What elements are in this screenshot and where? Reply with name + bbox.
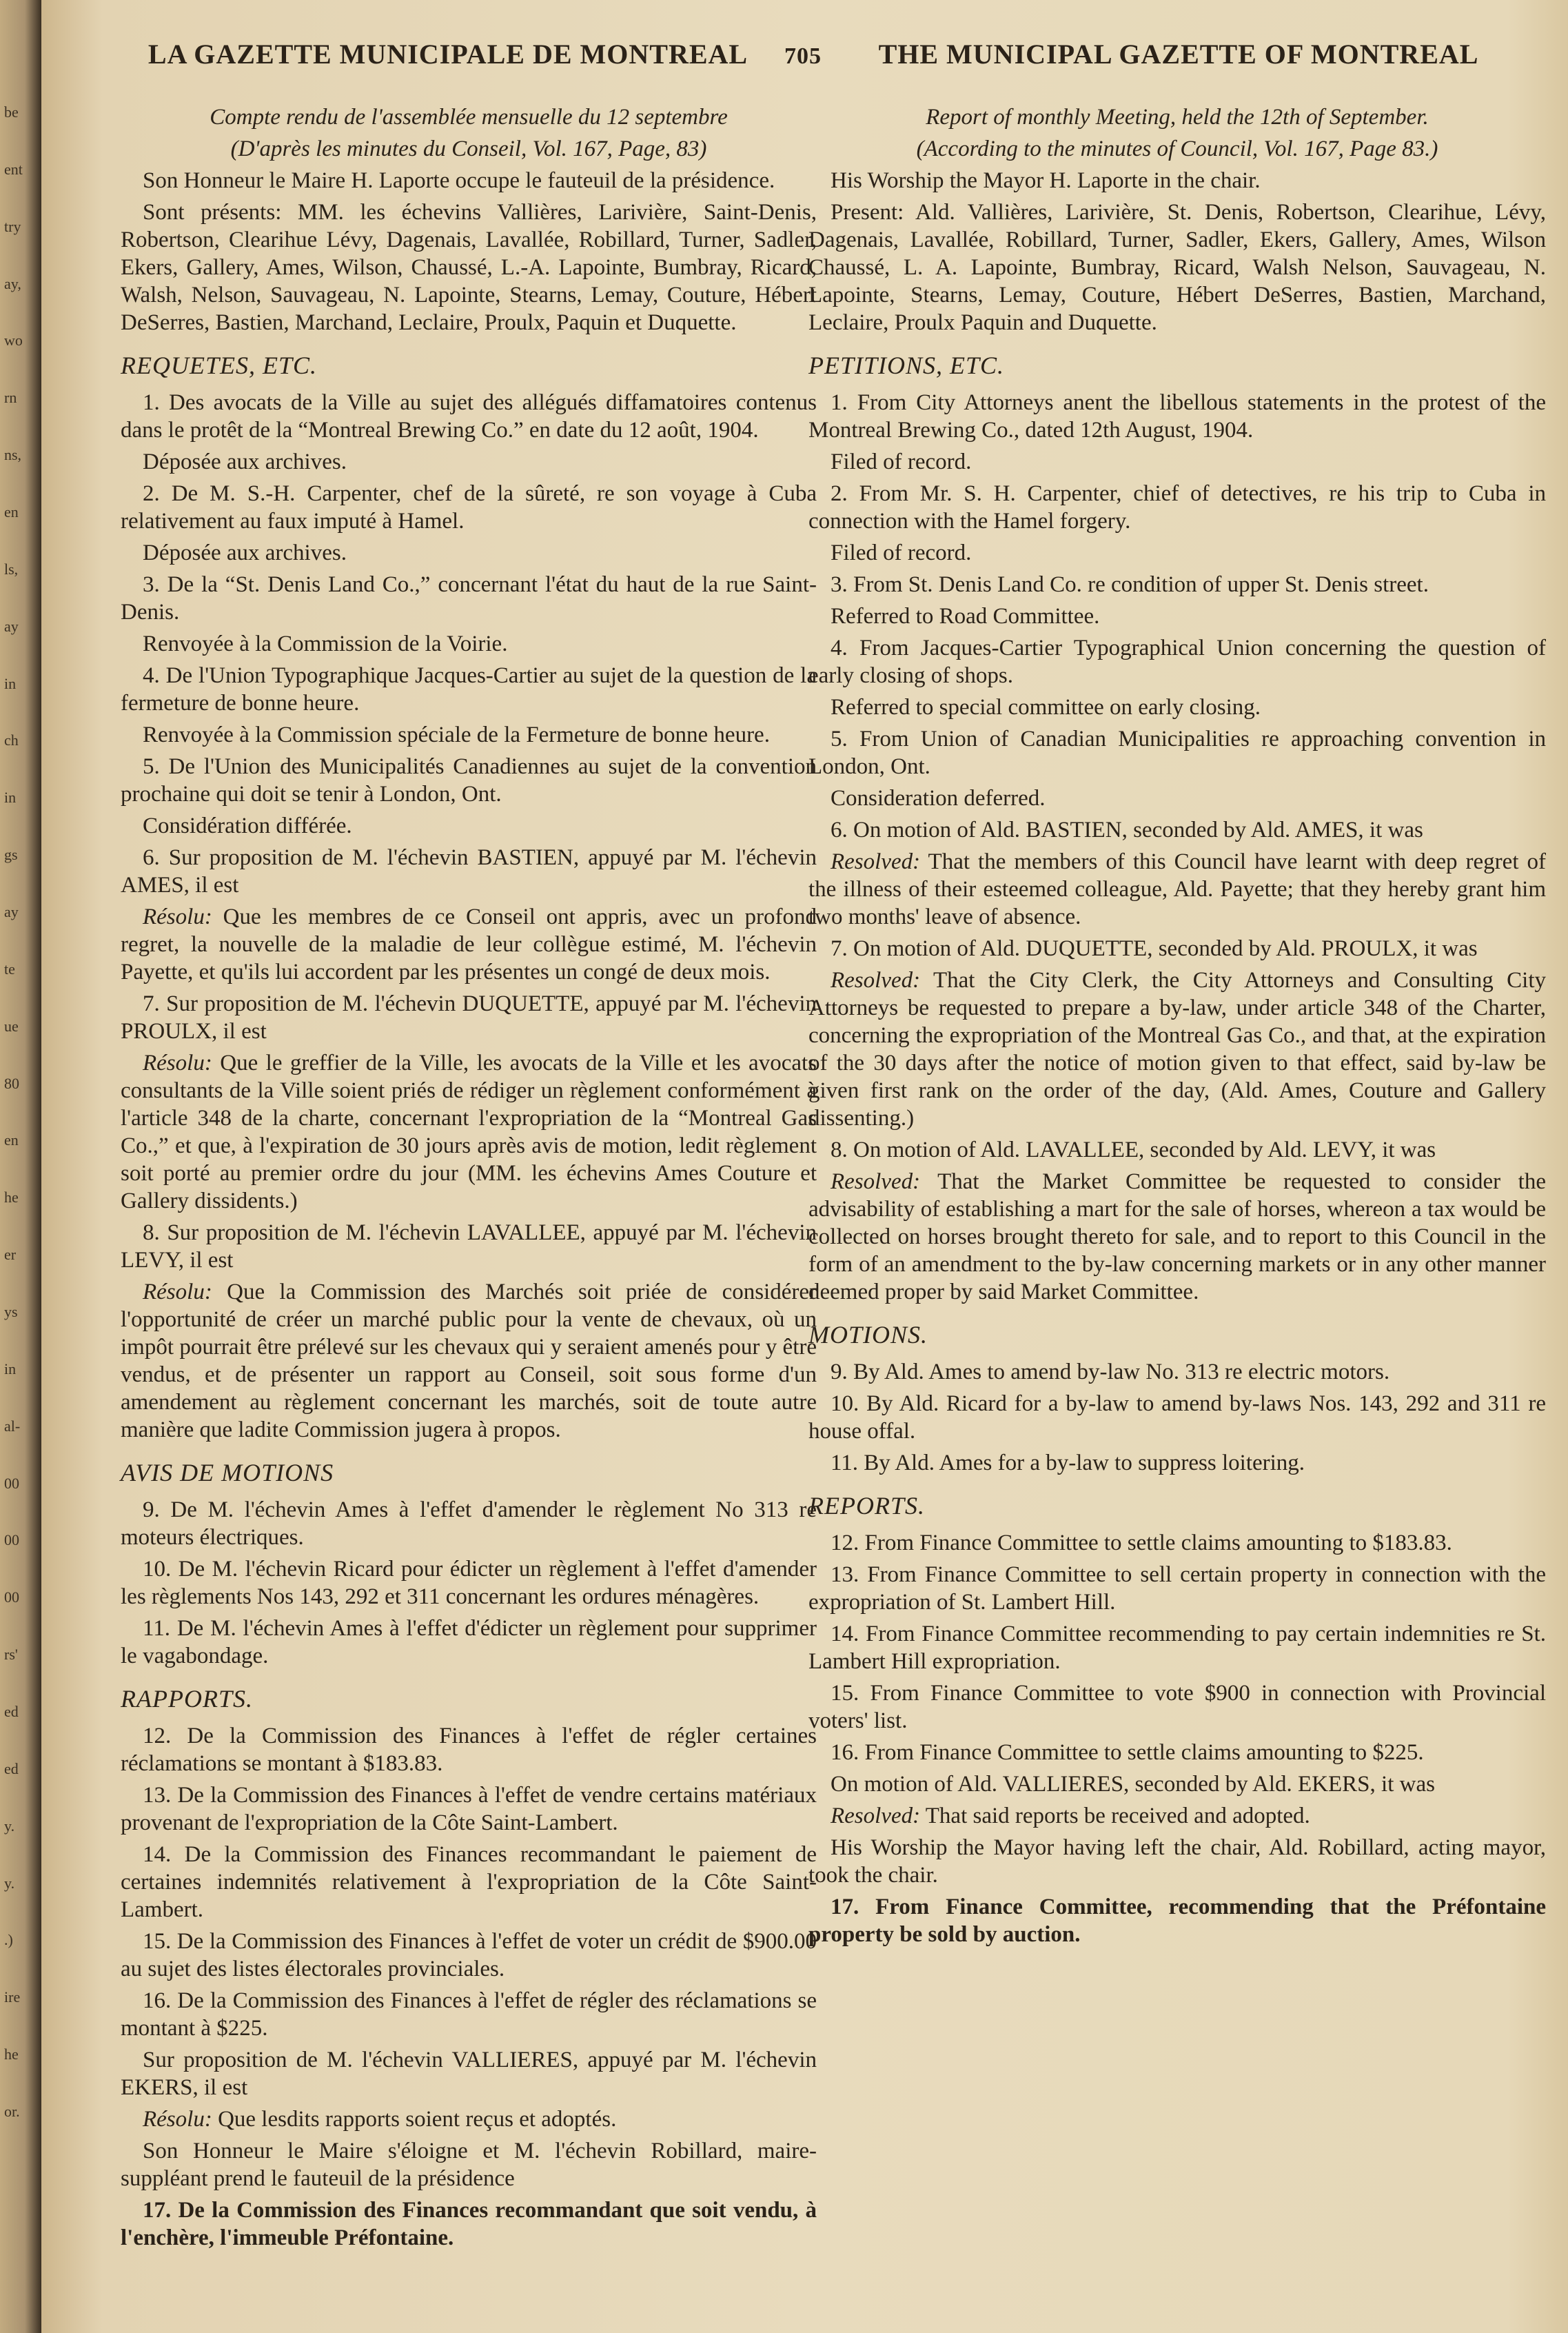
en-item-3-action: Referred to Road Committee.	[831, 604, 1100, 629]
margin-fragment: y.	[4, 1875, 15, 1892]
fr-item-4-action: Renvoyée à la Commission spéciale de la Fermeture de bonne heure.	[143, 723, 770, 747]
fr-item-1-action: Déposée aux archives.	[143, 450, 347, 474]
en-item-6-resolution	[808, 848, 1546, 931]
en-report-14: 14. From Finance Committee recommending to pay certain indemnities re St. Lambert Hill expropriation.	[808, 1622, 1546, 1674]
page-number: 705	[784, 43, 822, 69]
fr-item-1: 1. Des avocats de la Ville au sujet des allégués diffamatoires contenus dans le protêt de la “Montreal Brewing Co.” en date du 12 août, 1904.	[121, 390, 817, 443]
en-subtitle: (According to the minutes of Council, Vol. 167, Page 83.)	[916, 137, 1438, 161]
en-resolved-label: Resolved:	[831, 1804, 921, 1828]
en-present: Present: Ald. Vallières, Larivière, St. Denis, Robertson, Clearihue, Lévy, Dagenais, Lavallée, Robillard, Turner, Sadler, Ekers, Gallery, Ames, Wilson Chaussé, L. A. Lapointe, Bumbray, Ricard, Walsh Nelson, Sauvageau, N. Lapointe, Stearns, Lemay, Couture, Hébert DeSerres, Bastien, Marchand, Leclaire, Proulx Paquin and Duquette.	[808, 200, 1546, 335]
fr-resolved-text: Que lesdits rapports soient reçus et adoptés.	[218, 2107, 617, 2132]
margin-fragment: 80	[4, 1075, 19, 1092]
en-report-13: 13. From Finance Committee to sell certain property in connection with the expropriation of St. Lambert Hill.	[808, 1562, 1546, 1615]
fr-petitions-heading: REQUETES, ETC.	[121, 352, 318, 379]
margin-fragment: wo	[4, 332, 23, 349]
en-report-16-motion: On motion of Ald. VALLIERES, seconded by Ald. EKERS, it was	[831, 1772, 1435, 1797]
fr-title: Compte rendu de l'assemblée mensuelle du 12 septembre	[210, 105, 728, 130]
margin-fragment: ls,	[4, 560, 19, 578]
fr-present: Sont présents: MM. les échevins Vallières, Larivière, Saint-Denis, Robertson, Clearihue Lévy, Dagenais, Lavallée, Robillard, Turner, Sadler, Ekers, Gallery, Ames, Wilson, Chaussé, L.-A. Lapointe, Bumbray, Ricard, Walsh, Nelson, Sauvageau, N. Lapointe, Stearns, Lemay, Couture, Hébert DeSerres, Bastien, Marchand, Leclaire, Proulx, Paquin et Duquette.	[121, 200, 817, 335]
margin-fragment: ent	[4, 161, 23, 178]
french-column	[121, 103, 817, 2256]
fr-motion-10: 10. De M. l'échevin Ricard pour édicter un règlement à l'effet d'amender les règlements Nos 143, 292 et 311 concernant les ordures ménagères.	[121, 1557, 817, 1609]
header-english-title: THE MUNICIPAL GAZETTE OF MONTREAL	[878, 39, 1479, 70]
fr-item-5: 5. De l'Union des Municipalités Canadiennes au sujet de la convention prochaine qui doit se tenir à London, Ont.	[121, 754, 817, 807]
fr-report-14: 14. De la Commission des Finances recommandant le paiement de certaines indemnités relativement à l'expropriation de la Côte Saint-Lambert.	[121, 1842, 817, 1922]
fr-motions-heading: AVIS DE MOTIONS	[121, 1459, 334, 1486]
margin-fragment: 00	[4, 1588, 19, 1606]
fr-resolved-text: Que le greffier de la Ville, les avocats de la Ville et les avocats consultants de la Ville soient priés de rédiger un règlement conformément à l'article 348 de la charte, concernant l'expropriation de la “Montreal Gas Co.,” et que, à l'expiration de 30 jours après avis de motion, ledit règlement soit porté au premier ordre du jour (MM. les échevins Ames Couture et Gallery dissidents.)	[121, 1051, 817, 1213]
gazette-page	[41, 0, 1568, 2333]
en-item-7: 7. On motion of Ald. DUQUETTE, seconded by Ald. PROULX, it was	[831, 936, 1478, 961]
en-resolved-text: That the City Clerk, the City Attorneys and Consulting City Attorneys be requested to prepare a by-law, under article 348 of the Charter, concerning the expropriation of the Montreal Gas Co., and that, at the expiration of the 30 days after the notice of motion given to that effect, said by-law be given first rank on the order of the day, (Ald. Ames, Couture and Gallery dissenting.)	[808, 968, 1547, 1131]
en-item-4: 4. From Jacques-Cartier Typographical Union concerning the question of early closing of shops.	[808, 636, 1546, 688]
margin-fragment: al-	[4, 1417, 21, 1435]
fr-item-6-resolution	[121, 903, 817, 986]
en-item-5-action: Consideration deferred.	[831, 786, 1046, 811]
en-resolved-label: Resolved:	[831, 968, 921, 993]
fr-resolved-text: Que la Commission des Marchés soit priée de considérer l'opportunité de créer un marché public pour la vente de chevaux, où un impôt pourrait être prélevé sur les chevaux qui y seraient amenés pour y être vendus, et de présenter un rapport au Conseil, soit sous forme d'un amendement au règlement concernant les marchés, soit de toute autre manière que ladite Commission jugera à propos.	[121, 1280, 817, 1442]
margin-fragment: ed	[4, 1760, 19, 1777]
en-title: Report of monthly Meeting, held the 12th of September.	[926, 105, 1429, 130]
margin-fragment: in	[4, 675, 17, 692]
fr-item-8: 8. Sur proposition de M. l'échevin LAVALLEE, appuyé par M. l'échevin LEVY, il est	[121, 1220, 817, 1273]
fr-item-7: 7. Sur proposition de M. l'échevin DUQUETTE, appuyé par M. l'échevin PROULX, il est	[121, 991, 817, 1044]
fr-item-3: 3. De la “St. Denis Land Co.,” concernant l'état du haut de la rue Saint-Denis.	[121, 572, 817, 625]
fr-item-6: 6. Sur proposition de M. l'échevin BASTIEN, appuyé par M. l'échevin AMES, il est	[121, 845, 817, 898]
fr-resolved-label: Résolu:	[143, 2107, 212, 2132]
en-reports-heading: REPORTS.	[808, 1492, 925, 1519]
fr-reports-heading: RAPPORTS.	[121, 1685, 253, 1713]
fr-item-8-resolution	[121, 1278, 817, 1444]
en-resolved-text: That said reports be received and adopted.	[925, 1804, 1310, 1828]
margin-fragment: he	[4, 2046, 19, 2063]
margin-fragment: in	[4, 1360, 17, 1377]
en-report-12: 12. From Finance Committee to settle claims amounting to $183.83.	[831, 1531, 1452, 1555]
fr-report-13: 13. De la Commission des Finances à l'effet de vendre certains matériaux provenant de l'expropriation de la Côte Saint-Lambert.	[121, 1783, 817, 1835]
fr-report-16-motion: Sur proposition de M. l'échevin VALLIERES, appuyé par M. l'échevin EKERS, il est	[121, 2048, 817, 2100]
en-item-4-action: Referred to special committee on early closing.	[831, 695, 1261, 720]
en-item-2-action: Filed of record.	[831, 541, 972, 565]
margin-fragment: .)	[4, 1931, 13, 1948]
en-item-2: 2. From Mr. S. H. Carpenter, chief of detectives, re his trip to Cuba in connection with the Hamel forgery.	[808, 481, 1546, 534]
margin-fragment: en	[4, 503, 19, 521]
en-item-7-resolution	[808, 967, 1546, 1132]
margin-fragment: gs	[4, 846, 18, 863]
en-petitions-heading: PETITIONS, ETC.	[808, 352, 1005, 379]
fr-item-3-action: Renvoyée à la Commission de la Voirie.	[143, 632, 508, 656]
fr-item-2: 2. De M. S.-H. Carpenter, chef de la sûreté, re son voyage à Cuba relativement au faux imputé à Hamel.	[121, 481, 817, 534]
en-chair: His Worship the Mayor H. Laporte in the chair.	[831, 168, 1261, 193]
en-item-3: 3. From St. Denis Land Co. re condition of upper St. Denis street.	[831, 572, 1429, 597]
en-resolved-label: Resolved:	[831, 1169, 921, 1194]
en-item-8-resolution	[808, 1168, 1546, 1306]
margin-fragment: ch	[4, 731, 19, 749]
fr-chair: Son Honneur le Maire H. Laporte occupe le fauteuil de la présidence.	[143, 168, 775, 193]
fr-mayor-leaves: Son Honneur le Maire s'éloigne et M. l'échevin Robillard, maire-suppléant prend le fauteuil de la présidence	[121, 2139, 817, 2191]
fr-report-12: 12. De la Commission des Finances à l'effet de régler certaines réclamations se montant à $183.83.	[121, 1724, 817, 1776]
en-mayor-leaves: His Worship the Mayor having left the chair, Ald. Robillard, acting mayor, took the chair.	[808, 1835, 1546, 1888]
margin-fragment: te	[4, 960, 15, 978]
margin-fragment: try	[4, 218, 21, 235]
fr-item-4: 4. De l'Union Typographique Jacques-Cartier au sujet de la question de la fermeture de bonne heure.	[121, 663, 817, 716]
en-item-6: 6. On motion of Ald. BASTIEN, seconded by Ald. AMES, it was	[831, 818, 1423, 842]
fr-report-16-resolution	[121, 2105, 817, 2133]
margin-fragment: ay	[4, 903, 19, 920]
margin-fragment: rn	[4, 389, 17, 406]
adjacent-page-edge	[0, 0, 41, 2333]
en-item-5: 5. From Union of Canadian Municipalities re approaching convention in London, Ont.	[808, 727, 1546, 779]
fr-motion-11: 11. De M. l'échevin Ames à l'effet d'édicter un règlement pour supprimer le vagabondage.	[121, 1616, 817, 1668]
margin-fragment: in	[4, 789, 17, 806]
margin-fragment: ire	[4, 1988, 21, 2006]
fr-item-5-action: Considération différée.	[143, 814, 352, 838]
margin-fragment: 00	[4, 1475, 19, 1492]
en-item-8: 8. On motion of Ald. LAVALLEE, seconded by Ald. LEVY, it was	[831, 1138, 1436, 1162]
margin-fragment: y.	[4, 1817, 15, 1835]
margin-fragment: ns,	[4, 446, 22, 463]
en-report-17: 17. From Finance Committee, recommending that the Préfontaine property be sold by auction.	[808, 1895, 1546, 1947]
fr-report-17: 17. De la Commission des Finances recommandant que soit vendu, à l'enchère, l'immeuble Préfontaine.	[121, 2198, 817, 2250]
en-motion-9: 9. By Ald. Ames to amend by-law No. 313 re electric motors.	[831, 1360, 1390, 1384]
margin-fragment: or.	[4, 2103, 20, 2120]
en-motion-11: 11. By Ald. Ames for a by-law to suppress loitering.	[831, 1451, 1305, 1475]
margin-fragment: er	[4, 1246, 17, 1263]
margin-fragment: ay	[4, 618, 19, 635]
fr-motion-9: 9. De M. l'échevin Ames à l'effet d'amender le règlement No 313 re moteurs électriques.	[121, 1497, 817, 1550]
fr-resolved-label: Résolu:	[143, 905, 212, 929]
margin-fragment: ed	[4, 1703, 19, 1720]
fr-report-16: 16. De la Commission des Finances à l'effet de régler des réclamations se montant à $225.	[121, 1988, 817, 2041]
en-resolved-text: That the members of this Council have learnt with deep regret of the illness of their esteemed colleague, Ald. Payette; that they hereby grant him two months' leave of absence.	[808, 849, 1546, 929]
en-item-1-action: Filed of record.	[831, 450, 972, 474]
page-header	[145, 38, 1503, 70]
en-report-16: 16. From Finance Committee to settle claims amounting to $225.	[831, 1740, 1424, 1765]
fr-resolved-label: Résolu:	[143, 1051, 212, 1075]
margin-fragment: he	[4, 1189, 19, 1206]
en-motion-10: 10. By Ald. Ricard for a by-law to amend by-laws Nos. 143, 292 and 311 re house offal.	[808, 1391, 1546, 1444]
english-column	[808, 103, 1546, 1952]
en-resolved-text: That the Market Committee be requested to consider the advisability of establishing a mart for the sale of horses, whereon a tax would be collected on horses brought thereto for sale, and to report to this Council in the form of an amendment to the by-law concerning markets or in any other manner deemed proper by said Market Committee.	[808, 1169, 1546, 1304]
en-motions-heading: MOTIONS.	[808, 1321, 928, 1349]
en-report-15: 15. From Finance Committee to vote $900 in connection with Provincial voters' list.	[808, 1681, 1546, 1733]
header-french-title: LA GAZETTE MUNICIPALE DE MONTREAL	[147, 39, 749, 70]
fr-item-2-action: Déposée aux archives.	[143, 541, 347, 565]
en-report-16-resolution	[808, 1802, 1546, 1830]
margin-fragment: be	[4, 103, 19, 121]
margin-fragment: rs'	[4, 1646, 18, 1663]
margin-fragment: ay,	[4, 275, 21, 292]
margin-fragment: en	[4, 1131, 19, 1149]
fr-resolved-label: Résolu:	[143, 1280, 212, 1304]
fr-resolved-text: Que les membres de ce Conseil ont appris, avec un profond regret, la nouvelle de la maladie de leur collègue estimé, M. l'échevin Payette, et qu'ils lui accordent par les présentes un congé de deux mois.	[121, 905, 817, 984]
fr-subtitle: (D'après les minutes du Conseil, Vol. 167, Page, 83)	[230, 137, 707, 161]
margin-fragment: 00	[4, 1531, 19, 1548]
fr-item-7-resolution	[121, 1049, 817, 1215]
en-resolved-label: Resolved:	[831, 849, 921, 874]
en-item-1: 1. From City Attorneys anent the libellous statements in the protest of the Montreal Brewing Co., dated 12th August, 1904.	[808, 390, 1546, 443]
fr-report-15: 15. De la Commission des Finances à l'effet de voter un crédit de $900.00 au sujet des listes électorales provinciales.	[121, 1929, 817, 1981]
margin-fragment: ue	[4, 1018, 19, 1035]
margin-fragment: ys	[4, 1303, 18, 1320]
